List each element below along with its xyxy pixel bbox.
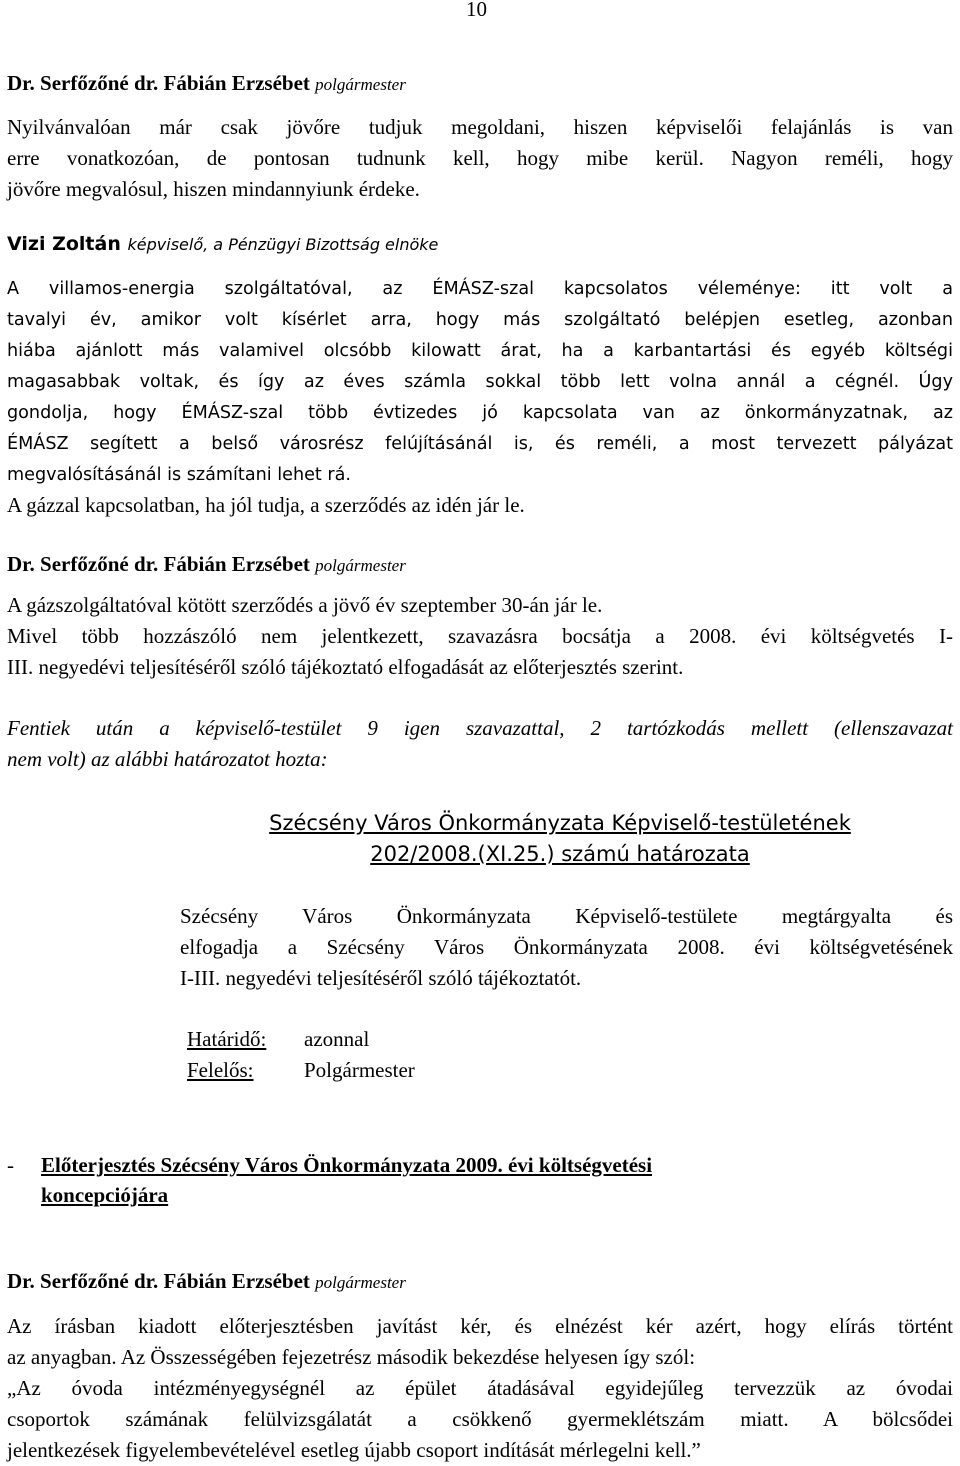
text-line: az anyagban. Az Összességében fejezetrész második bekezdése helyesen így szól: [7, 1345, 696, 1369]
deadline-value: azonnal [304, 1027, 370, 1051]
text-line: A gázszolgáltatóval kötött szerződés a jövő év szeptember 30-án jár le. [7, 593, 603, 617]
page-number: 10 [466, 0, 487, 21]
text-line: jövőre megvalósul, hiszen mindannyiunk érdeke. [7, 177, 420, 201]
text-line: I-III. negyedévi teljesítéséről szóló tájékoztatót. [180, 966, 582, 990]
text-line: III. negyedévi teljesítéséről szóló tájékoztató elfogadását az előterjesztés szerint. [7, 655, 684, 679]
speaker-name: Dr. Serfőzőné dr. Fábián Erzsébet [7, 71, 310, 95]
resolution-body [180, 901, 953, 994]
text-line: Nyilvánvalóan már csak jövőre tudjuk megoldani, hiszen képviselői felajánlás is van [7, 115, 953, 139]
agenda-dash: - [7, 1153, 14, 1177]
responsible-value: Polgármester [304, 1058, 415, 1082]
agenda-item [7, 1150, 867, 1212]
text-line: elfogadja a Szécsény Város Önkormányzata 2008. évi költségvetésének [180, 935, 953, 959]
text-line: gondolja, hogy ÉMÁSZ-szal több évtizedes jó kapcsolata van az önkormányzatnak, az [7, 403, 953, 423]
responsible-row [187, 1055, 415, 1086]
text-line: Szécsény Város Önkormányzata Képviselő-testülete megtárgyalta és [180, 904, 953, 928]
text-line: Fentiek után a képviselő-testület 9 igen szavazattal, 2 tartózkodás mellett (ellenszavazat [7, 716, 953, 740]
text-line: Az írásban kiadott előterjesztésben javítást kér, és elnézést kér azért, hogy elírás történt [7, 1314, 953, 1338]
text-line: A villamos-energia szolgáltatóval, az ÉMÁSZ-szal kapcsolatos véleménye: itt volt a [7, 279, 953, 299]
agenda-title-line: koncepciójára [41, 1183, 169, 1207]
speaker-role: polgármester [315, 75, 406, 94]
agenda-title [41, 1150, 861, 1210]
paragraph [7, 590, 953, 683]
text-line: tavalyi év, amikor volt kísérlet arra, hogy más szolgáltató belépjen esetleg, azonban [7, 310, 953, 330]
text-line: A gázzal kapcsolatban, ha jól tudja, a szerződés az idén jár le. [7, 493, 525, 517]
text-line: erre vonatkozóan, de pontosan tudnunk kell, hogy mibe kerül. Nagyon reméli, hogy [7, 146, 953, 170]
text-line: jelentkezések figyelembevételével esetleg újabb csoport indítását mérlegelni kell.” [7, 1438, 701, 1462]
vote-paragraph [7, 713, 953, 775]
speaker-name: Vizi Zoltán [7, 233, 121, 255]
text-line: nem volt) az alábbi határozatot hozta: [7, 747, 328, 771]
text-line: csoportok számának felülvizsgálatát a csökkenő gyermeklétszám miatt. A bölcsődei [7, 1407, 953, 1431]
speaker-heading [7, 70, 406, 98]
text-line: „Az óvoda intézményegységnél az épület átadásával egyidejűleg tervezzük az óvodai [7, 1376, 953, 1400]
deadline-label: Határidő: [187, 1027, 267, 1051]
agenda-title-line: Előterjesztés Szécsény Város Önkormányzata 2009. évi költségvetési [41, 1153, 653, 1177]
speaker-role: polgármester [315, 556, 406, 575]
speaker-heading [7, 230, 438, 258]
resolution-title [160, 808, 960, 870]
paragraph [7, 112, 953, 205]
text-line: Mivel több hozzászóló nem jelentkezett, szavazásra bocsátja a 2008. évi költségvetés I- [7, 624, 953, 648]
deadline-row [187, 1024, 369, 1055]
paragraph [7, 1311, 953, 1466]
paragraph [7, 490, 953, 521]
responsible-label: Felelős: [187, 1058, 254, 1082]
resolution-title-line: Szécsény Város Önkormányzata Képviselő-testületének [269, 811, 851, 835]
text-line: hiába ajánlott más valamivel olcsóbb kilowatt árat, ha a karbantartási és egyéb költségi [7, 341, 953, 361]
text-line: magasabbak voltak, és így az éves számla sokkal több lett volna annál a cégnél. Úgy [7, 372, 953, 392]
speaker-role: polgármester [315, 1273, 406, 1292]
speaker-name: Dr. Serfőzőné dr. Fábián Erzsébet [7, 1269, 310, 1293]
speaker-role: képviselő, a Pénzügyi Bizottság elnöke [127, 235, 439, 254]
speaker-name: Dr. Serfőzőné dr. Fábián Erzsébet [7, 552, 310, 576]
text-line: megvalósításánál is számítani lehet rá. [7, 465, 352, 485]
resolution-title-line: 202/2008.(XI.25.) számú határozata [370, 842, 750, 866]
speaker-heading [7, 551, 406, 579]
speaker-heading [7, 1268, 406, 1296]
paragraph [7, 274, 953, 491]
text-line: ÉMÁSZ segített a belső városrész felújításánál is, és reméli, a most tervezett pályázat [7, 434, 953, 454]
